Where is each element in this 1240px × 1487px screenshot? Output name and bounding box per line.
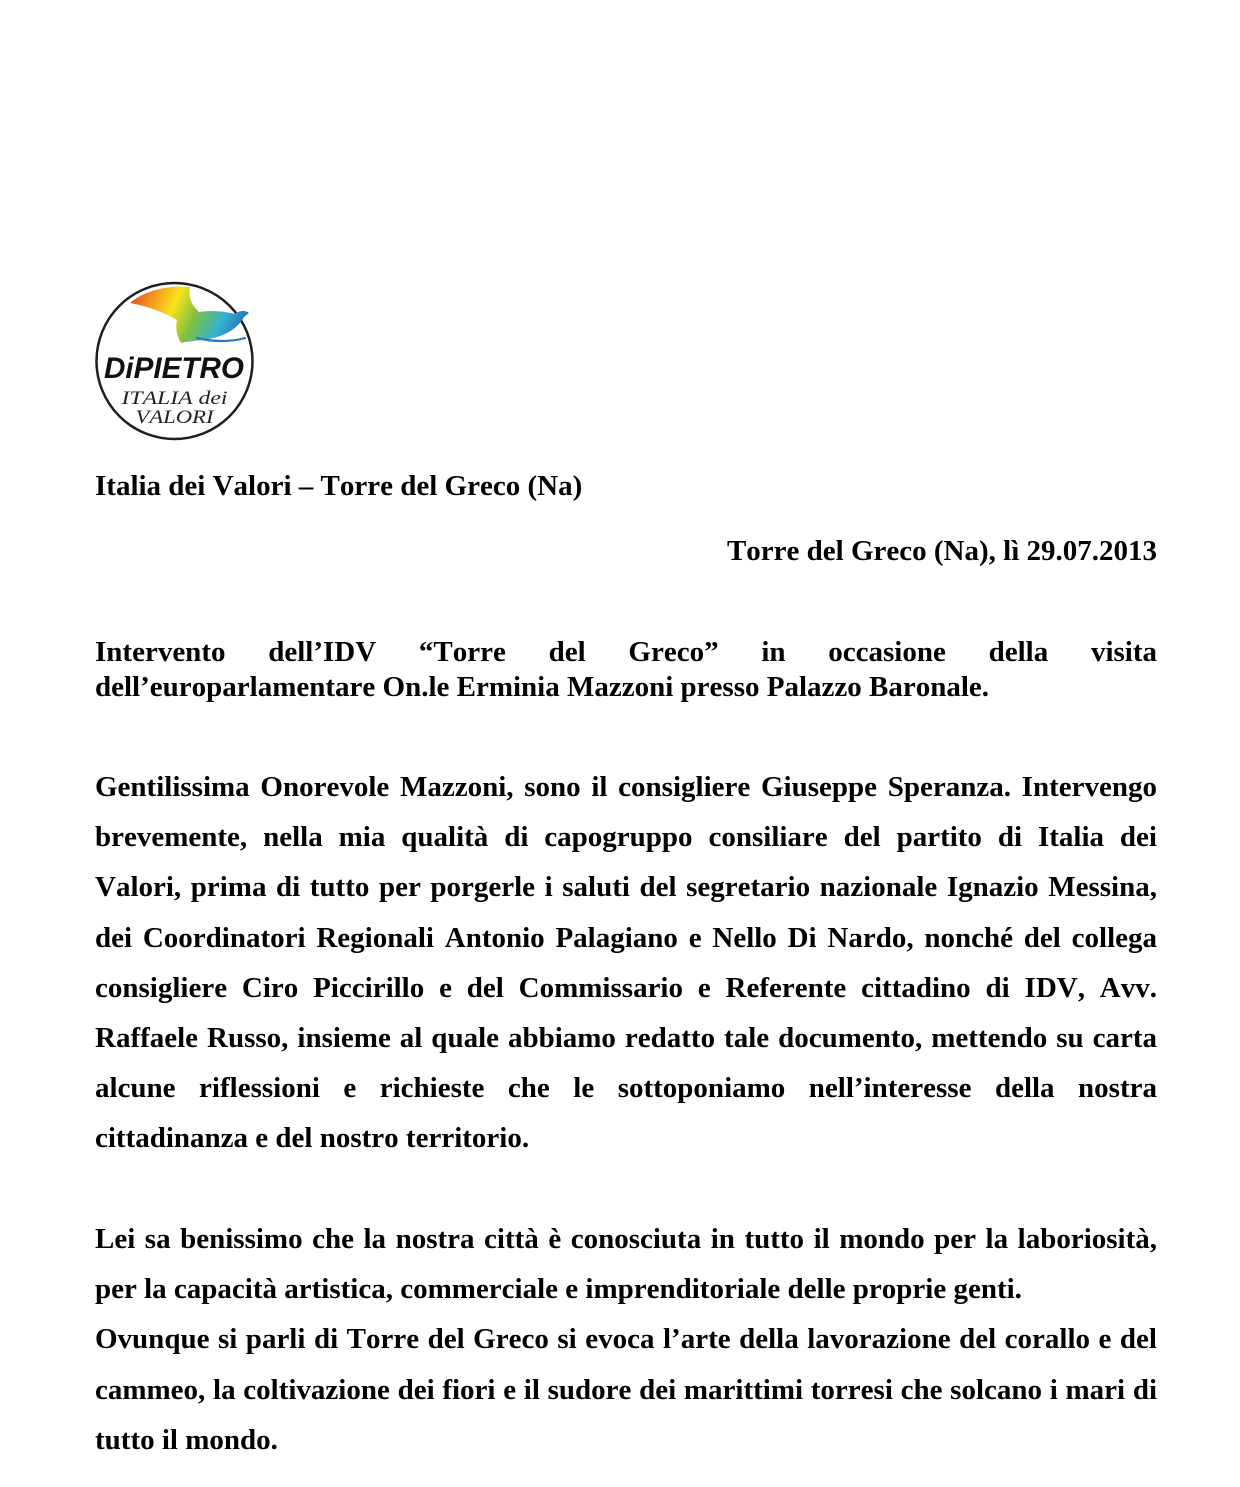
place-date-line: Torre del Greco (Na), lì 29.07.2013 bbox=[726, 535, 1157, 567]
logo-brand-text: DiPIETRO bbox=[104, 352, 244, 385]
subject-line: Intervento dell’IDV “Torre del Greco” in occasione della visita bbox=[95, 636, 1157, 668]
body-line: tutto il mondo. bbox=[95, 1423, 278, 1456]
body-line: Valori, prima di tutto per porgerle i saluti del segretario nazionale Ignazio Messina, bbox=[95, 871, 1157, 904]
body-line: dei Coordinatori Regionali Antonio Palagiano e Nello Di Nardo, nonché del collega bbox=[95, 921, 1157, 954]
body-line: consigliere Ciro Piccirillo e del Commissario e Referente cittadino di IDV, Avv. bbox=[95, 971, 1157, 1004]
body-line: Ovunque si parli di Torre del Greco si evoca l’arte della lavorazione del corallo e del bbox=[95, 1323, 1157, 1356]
body-line: cammeo, la coltivazione dei fiori e il sudore dei marittimi torresi che solcano i mari di bbox=[95, 1373, 1157, 1406]
body-line: per la capacità artistica, commerciale e imprenditoriale delle proprie genti. bbox=[95, 1273, 1022, 1306]
body-line: Raffaele Russo, insieme al quale abbiamo redatto tale documento, mettendo su carta bbox=[95, 1022, 1157, 1055]
logo-name-line-2: VALORI bbox=[135, 407, 216, 428]
body-line: Lei sa benissimo che la nostra città è conosciuta in tutto il mondo per la laboriosità, bbox=[95, 1223, 1157, 1255]
letter-header: Italia dei Valori – Torre del Greco (Na) bbox=[95, 470, 583, 502]
body-line: alcune riflessioni e richieste che le sottoponiamo nell’interesse della nostra bbox=[95, 1072, 1157, 1105]
body-line: brevemente, nella mia qualità di capogruppo consiliare del partito di Italia dei bbox=[95, 821, 1157, 854]
party-logo bbox=[93, 280, 257, 444]
body-line: Gentilissima Onorevole Mazzoni, sono il consigliere Giuseppe Speranza. Intervengo bbox=[95, 771, 1157, 803]
subject-line: dell’europarlamentare On.le Erminia Mazzoni presso Palazzo Baronale. bbox=[95, 671, 990, 703]
subject-paragraph bbox=[95, 635, 1157, 705]
logo-name-line-1: ITALIA dei bbox=[120, 388, 228, 409]
body-paragraph bbox=[95, 762, 1157, 1164]
body-paragraph bbox=[95, 1314, 1157, 1465]
body-line: cittadinanza e del nostro territorio. bbox=[95, 1122, 530, 1155]
body-paragraph bbox=[95, 1214, 1157, 1314]
